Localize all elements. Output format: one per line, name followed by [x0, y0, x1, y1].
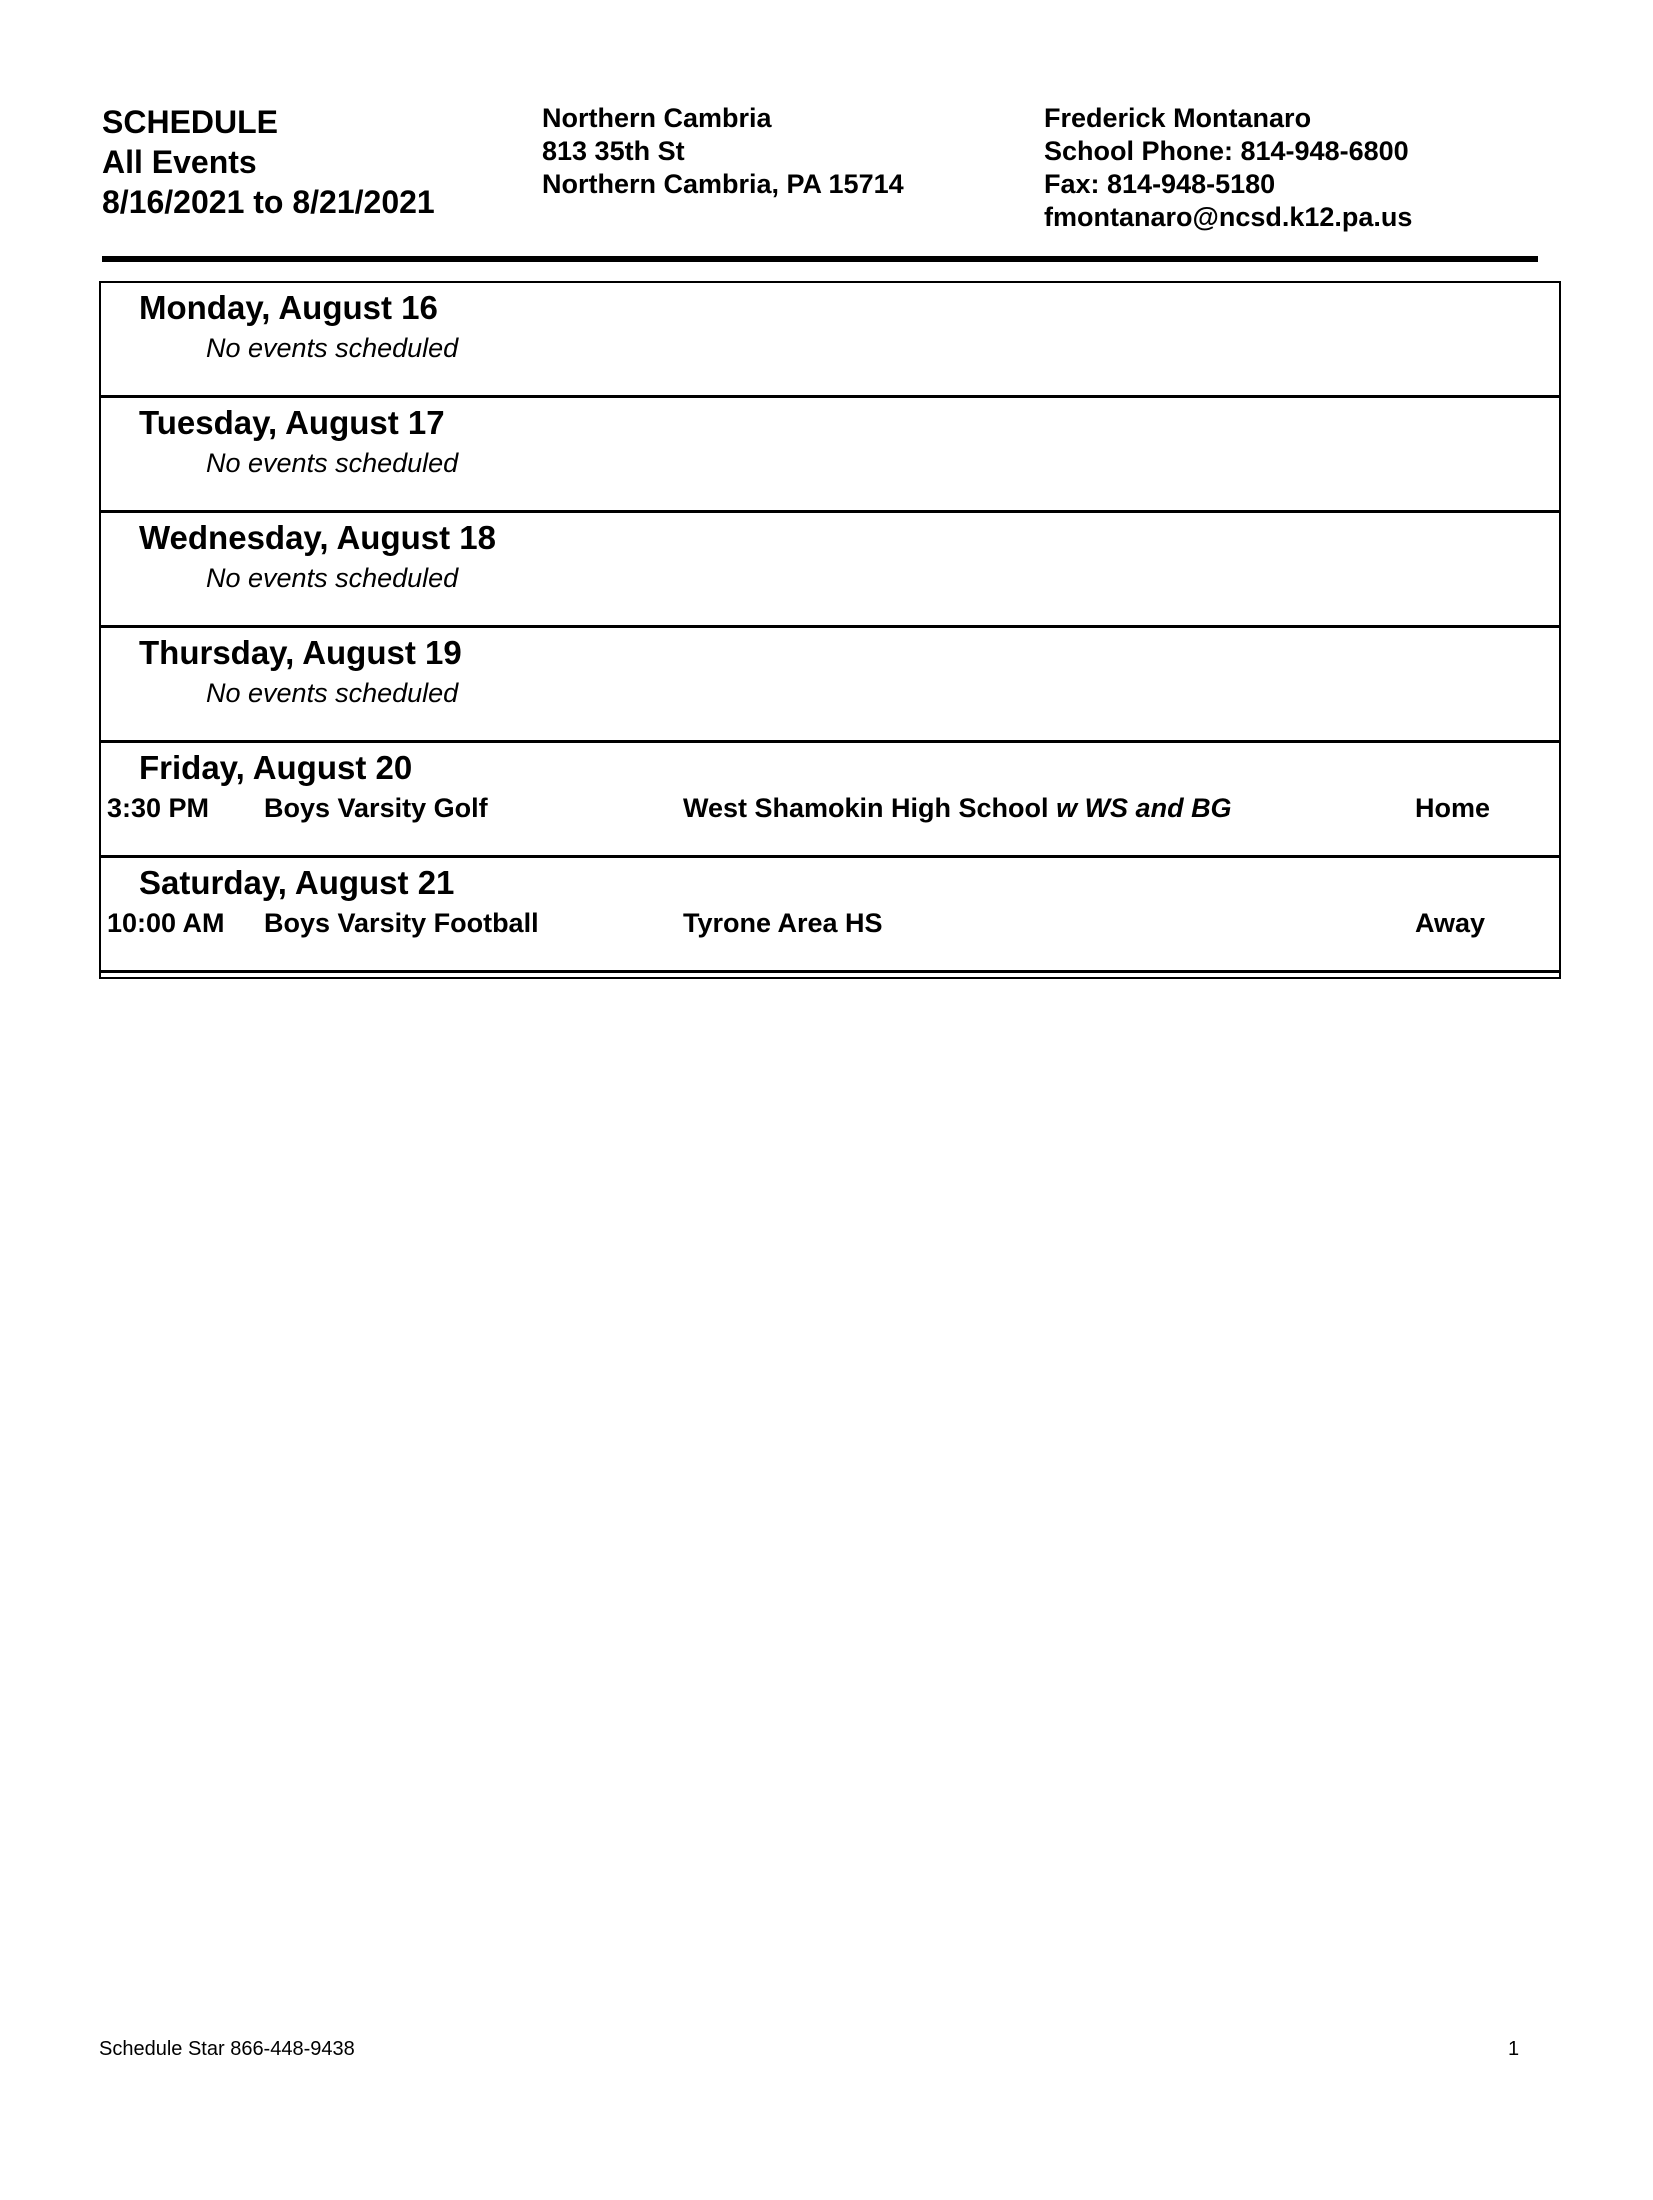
header-divider: [102, 256, 1538, 262]
event-activity: Boys Varsity Golf: [264, 793, 488, 823]
day-section-monday: [101, 283, 1559, 398]
school-address-line2: Northern Cambria, PA 15714: [542, 169, 904, 199]
event-time: 3:30 PM: [107, 793, 210, 823]
title-block: [102, 102, 435, 222]
day-title: Saturday, August 21: [139, 864, 455, 901]
no-events-note: No events scheduled: [206, 678, 459, 708]
event-opponent: West Shamokin High School: [683, 793, 1049, 823]
day-section-wednesday: [101, 513, 1559, 628]
school-address-line1: 813 35th St: [542, 136, 685, 166]
no-events-note: No events scheduled: [206, 563, 459, 593]
event-time: 10:00 AM: [107, 908, 225, 938]
no-events-note: No events scheduled: [206, 448, 459, 478]
day-title: Monday, August 16: [139, 289, 438, 326]
day-section-friday: [101, 743, 1559, 858]
contact-name: Frederick Montanaro: [1044, 103, 1312, 133]
footer-provider: Schedule Star 866-448-9438: [99, 2038, 355, 2060]
event-opponent-note: w WS and BG: [1056, 793, 1232, 823]
event-row: [101, 908, 1559, 942]
school-block: [542, 102, 904, 201]
fax-number: Fax: 814-948-5180: [1044, 169, 1276, 199]
day-section-thursday: [101, 628, 1559, 743]
schedule-header: [0, 0, 1653, 240]
page-title: SCHEDULE: [102, 104, 279, 140]
event-opponent-cell: [683, 793, 1232, 824]
school-phone: School Phone: 814-948-6800: [1044, 136, 1409, 166]
no-events-note: No events scheduled: [206, 333, 459, 363]
day-section-tuesday: [101, 398, 1559, 513]
day-title: Wednesday, August 18: [139, 519, 496, 556]
day-title: Friday, August 20: [139, 749, 413, 786]
school-name: Northern Cambria: [542, 103, 772, 133]
page-subtitle: All Events: [102, 144, 257, 180]
day-divider: [101, 970, 1559, 973]
date-range: 8/16/2021 to 8/21/2021: [102, 184, 435, 220]
event-row: [101, 793, 1559, 827]
contact-email: fmontanaro@ncsd.k12.pa.us: [1044, 202, 1413, 232]
event-opponent: Tyrone Area HS: [683, 908, 883, 938]
schedule-table: [99, 281, 1561, 979]
day-title: Tuesday, August 17: [139, 404, 445, 441]
day-title: Thursday, August 19: [139, 634, 462, 671]
page-number: 1: [1508, 2038, 1520, 2060]
event-activity: Boys Varsity Football: [264, 908, 539, 938]
event-location: Home: [1415, 793, 1491, 823]
contact-block: [1044, 102, 1412, 234]
event-location: Away: [1415, 908, 1486, 938]
day-section-saturday: [101, 858, 1559, 973]
event-opponent-cell: [683, 908, 883, 939]
